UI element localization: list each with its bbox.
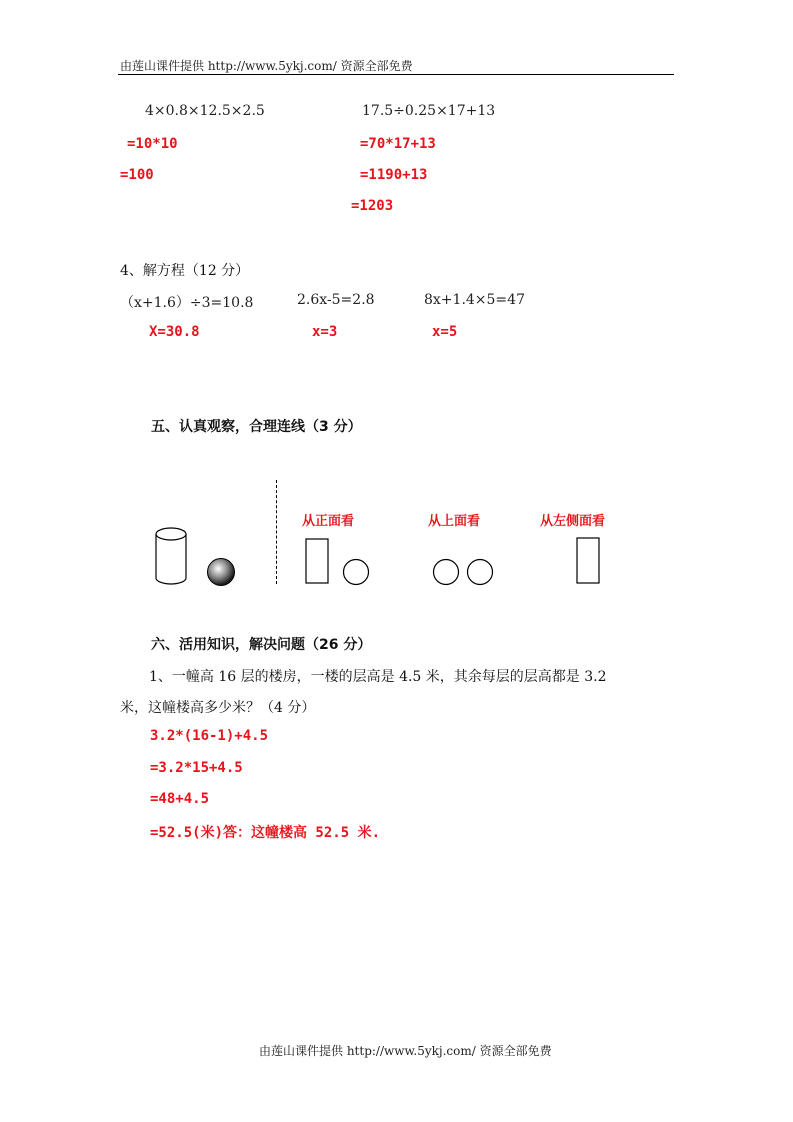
page-footer: 由莲山课件提供 http://www.5ykj.com/ 资源全部免费 (259, 1044, 552, 1058)
header-divider (118, 74, 674, 75)
equation-1-answer: X=30.8 (149, 324, 200, 340)
top-view-circle-2 (466, 558, 496, 588)
label-left-view: 从左侧面看 (540, 514, 606, 529)
observe-section-title: 五、认真观察，合理连线（3 分） (151, 419, 362, 435)
equation-3-answer: x=5 (432, 324, 458, 340)
front-view-rectangle (305, 538, 331, 586)
calc-left-step-2: =100 (120, 167, 154, 183)
calc-right-step-3: =1203 (351, 198, 394, 214)
front-view-circle (342, 558, 372, 588)
label-front-view: 从正面看 (302, 514, 355, 529)
top-view-circle-1 (432, 558, 462, 588)
solution-answer: =52.5(米)答：这幢楼高 52.5 米. (150, 825, 381, 841)
calc-right-step-2: =1190+13 (360, 167, 428, 183)
dashed-divider (276, 480, 277, 584)
solution-step-1: 3.2*(16-1)+4.5 (150, 728, 269, 744)
equation-2-answer: x=3 (312, 324, 338, 340)
equation-2: 2.6x-5=2.8 (297, 292, 375, 308)
problems-section-title: 六、活用知识，解决问题（26 分） (151, 637, 372, 653)
calc-left-problem: 4×0.8×12.5×2.5 (145, 103, 265, 119)
equation-1: （x+1.6）÷3=10.8 (120, 295, 254, 311)
cylinder-figure (150, 520, 190, 590)
label-top-view: 从上面看 (428, 514, 481, 529)
page-header: 由莲山课件提供 http://www.5ykj.com/ 资源全部免费 (120, 59, 413, 73)
solution-step-2: =3.2*15+4.5 (150, 760, 243, 776)
left-view-rectangle (576, 537, 602, 586)
sphere-figure (205, 556, 239, 590)
equation-3: 8x+1.4×5=47 (424, 292, 525, 308)
problem-1-line-2: 米，这幢楼高多少米？（4 分） (120, 700, 316, 716)
calc-right-step-1: =70*17+13 (360, 136, 436, 152)
calc-right-problem: 17.5÷0.25×17+13 (362, 103, 496, 119)
solution-step-3: =48+4.5 (150, 791, 210, 807)
equations-title: 4、解方程（12 分） (120, 263, 250, 279)
calc-left-step-1: =10*10 (127, 136, 178, 152)
problem-1-line-1: 1、一幢高 16 层的楼房，一楼的层高是 4.5 米，其余每层的层高都是 3.2 (149, 669, 607, 685)
